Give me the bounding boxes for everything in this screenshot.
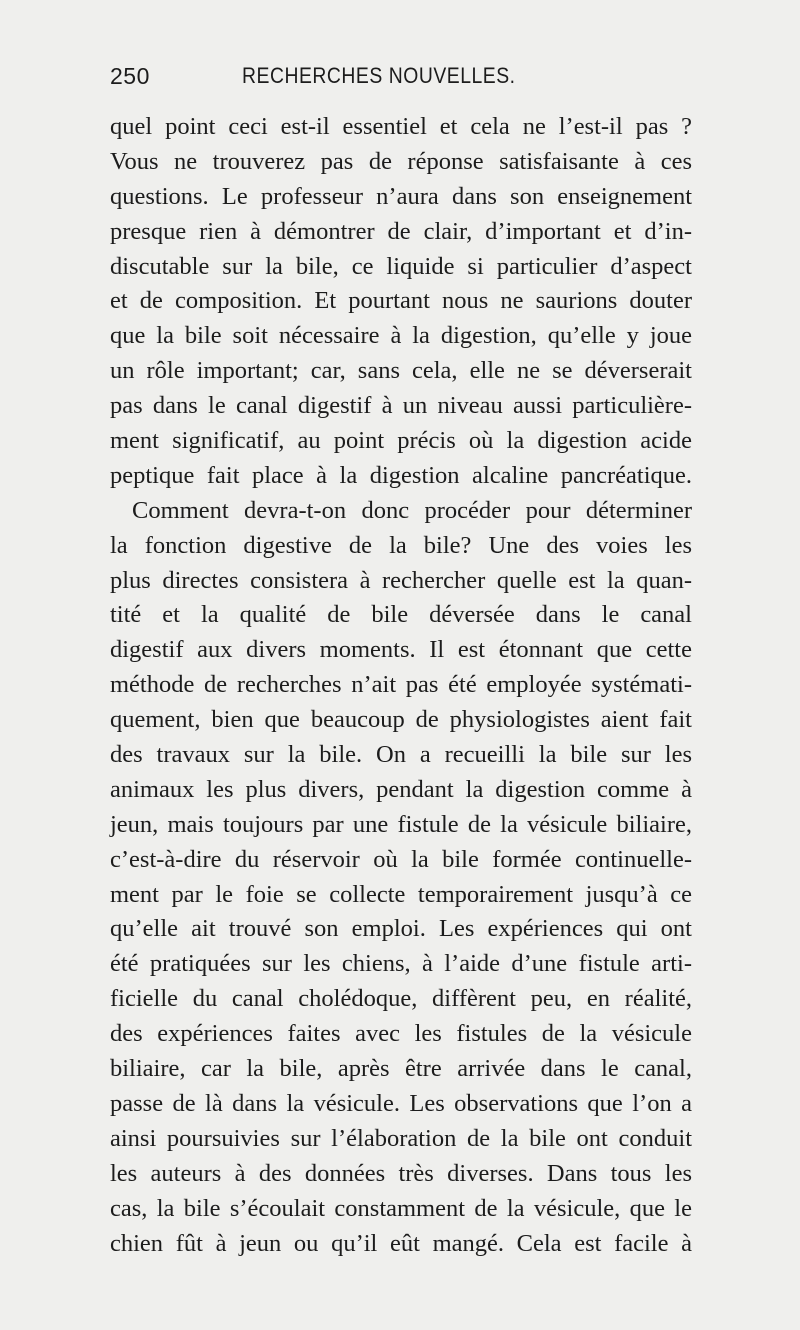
text-line: Vous ne trouverez pas de réponse satisfaisante à ces xyxy=(110,147,692,175)
text-line: digestif aux divers moments. Il est étonnant que cette xyxy=(110,636,692,664)
text-line: presque rien à démontrer de clair, d’important et d’in- xyxy=(110,217,692,245)
text-line: plus directes consistera à rechercher quelle est la quan- xyxy=(110,566,692,594)
text-line: c’est-à-dire du réservoir où la bile formée continuelle- xyxy=(110,845,692,873)
body-text xyxy=(110,110,692,1261)
text-line: cas, la bile s’écoulait constamment de la vésicule, que le xyxy=(110,1194,692,1222)
text-line: ment par le foie se collecte temporairement jusqu’à ce xyxy=(110,880,692,908)
text-line: quel point ceci est-il essentiel et cela ne l’est-il pas ? xyxy=(110,113,692,140)
text-line: passe de là dans la vésicule. Les observations que l’on a xyxy=(110,1089,692,1117)
text-line: discutable sur la bile, ce liquide si particulier d’aspect xyxy=(110,252,692,280)
text-line: la fonction digestive de la bile? Une des voies les xyxy=(110,531,692,559)
text-line: quement, bien que beaucoup de physiologistes aient fait xyxy=(110,706,692,734)
text-line: tité et la qualité de bile déversée dans le canal xyxy=(110,601,692,629)
text-line: ment significatif, au point précis où la digestion acide xyxy=(110,427,692,455)
text-line: questions. Le professeur n’aura dans son enseignement xyxy=(110,182,692,210)
text-line: ficielle du canal cholédoque, diffèrent peu, en réalité, xyxy=(110,985,692,1013)
text-line: peptique fait place à la digestion alcaline pancréatique. xyxy=(110,461,692,489)
text-line: des travaux sur la bile. On a recueilli la bile sur les xyxy=(110,741,692,769)
running-title: RECHERCHES NOUVELLES. xyxy=(242,63,516,88)
text-line: ainsi poursuivies sur l’élaboration de la bile ont conduit xyxy=(110,1124,692,1152)
text-line: été pratiquées sur les chiens, à l’aide d’une fistule arti- xyxy=(110,950,692,978)
text-line: biliaire, car la bile, après être arrivée dans le canal, xyxy=(110,1055,692,1083)
text-line: animaux les plus divers, pendant la digestion comme à xyxy=(110,775,692,803)
running-head xyxy=(110,63,692,93)
text-line: des expériences faites avec les fistules de la vésicule xyxy=(110,1020,692,1048)
text-line: chien fût à jeun ou qu’il eût mangé. Cela est facile à xyxy=(110,1229,692,1257)
text-line: méthode de recherches n’ait pas été employée systémati- xyxy=(110,671,692,699)
text-line: et de composition. Et pourtant nous ne saurions douter xyxy=(110,287,692,315)
text-line: les auteurs à des données très diverses. Dans tous les xyxy=(110,1159,692,1187)
text-line: jeun, mais toujours par une fistule de la vésicule biliaire, xyxy=(110,810,692,838)
page-number: 250 xyxy=(110,63,150,89)
text-line: qu’elle ait trouvé son emploi. Les expériences qui ont xyxy=(110,915,692,943)
text-line: que la bile soit nécessaire à la digestion, qu’elle y joue xyxy=(110,322,692,350)
text-line: un rôle important; car, sans cela, elle ne se déverserait xyxy=(110,357,692,385)
text-line: Comment devra-t-on donc procéder pour déterminer xyxy=(132,496,692,524)
text-line: pas dans le canal digestif à un niveau aussi particulière- xyxy=(110,392,692,420)
